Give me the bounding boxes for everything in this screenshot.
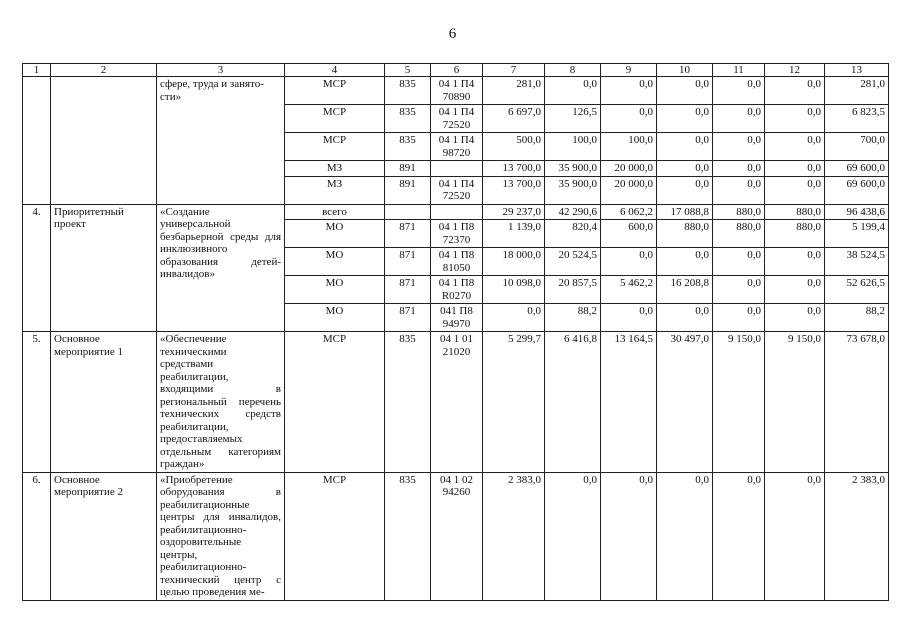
executor-cell: МО	[285, 248, 385, 276]
header-cell: 10	[657, 64, 713, 77]
header-cell: 2	[51, 64, 157, 77]
code-cell	[385, 204, 431, 220]
kbk-cell: 04 1 П8 81050	[431, 248, 483, 276]
executor-cell: МЗ	[285, 176, 385, 204]
code-cell: 891	[385, 176, 431, 204]
executor-cell: МСР	[285, 133, 385, 161]
value-cell: 2 383,0	[483, 472, 545, 600]
value-cell: 600,0	[601, 220, 657, 248]
value-cell: 20 524,5	[545, 248, 601, 276]
value-cell: 0,0	[601, 472, 657, 600]
value-cell: 6 823,5	[825, 105, 889, 133]
value-cell: 500,0	[483, 133, 545, 161]
value-cell: 0,0	[713, 161, 765, 177]
value-cell: 0,0	[657, 161, 713, 177]
value-cell: 0,0	[765, 77, 825, 105]
value-cell: 38 524,5	[825, 248, 889, 276]
table-row	[23, 204, 889, 220]
value-cell: 6 416,8	[545, 332, 601, 473]
value-cell: 0,0	[657, 472, 713, 600]
header-cell: 13	[825, 64, 889, 77]
value-cell: 73 678,0	[825, 332, 889, 473]
value-cell: 0,0	[765, 472, 825, 600]
code-cell: 835	[385, 77, 431, 105]
value-cell: 42 290,6	[545, 204, 601, 220]
code-cell: 871	[385, 220, 431, 248]
value-cell: 880,0	[765, 220, 825, 248]
name-cell	[51, 77, 157, 205]
value-cell: 5 462,2	[601, 276, 657, 304]
table-row	[23, 472, 889, 600]
executor-cell: МО	[285, 304, 385, 332]
value-cell: 6 697,0	[483, 105, 545, 133]
value-cell: 0,0	[765, 176, 825, 204]
value-cell: 0,0	[713, 472, 765, 600]
name-cell: Основное мероприятие 1	[51, 332, 157, 473]
value-cell: 0,0	[765, 248, 825, 276]
description-cell: «Создание универсальной безбарьерной среды для инклюзивного образования детей-инвалидов»	[157, 204, 285, 332]
code-cell: 891	[385, 161, 431, 177]
code-cell: 871	[385, 248, 431, 276]
header-cell: 4	[285, 64, 385, 77]
value-cell: 69 600,0	[825, 176, 889, 204]
value-cell: 20 000,0	[601, 161, 657, 177]
value-cell: 0,0	[545, 472, 601, 600]
value-cell: 0,0	[713, 105, 765, 133]
value-cell: 0,0	[657, 105, 713, 133]
kbk-cell: 04 1 П4 98720	[431, 133, 483, 161]
kbk-cell	[431, 161, 483, 177]
header-cell: 12	[765, 64, 825, 77]
kbk-cell: 04 1 П4 70890	[431, 77, 483, 105]
value-cell: 0,0	[601, 105, 657, 133]
name-cell: Основное мероприятие 2	[51, 472, 157, 600]
executor-cell: МЗ	[285, 161, 385, 177]
kbk-cell: 04 1 П8 72370	[431, 220, 483, 248]
page-number: 6	[448, 26, 457, 42]
value-cell: 0,0	[657, 77, 713, 105]
header-cell: 7	[483, 64, 545, 77]
value-cell: 69 600,0	[825, 161, 889, 177]
value-cell: 9 150,0	[765, 332, 825, 473]
value-cell: 0,0	[765, 304, 825, 332]
value-cell: 0,0	[657, 133, 713, 161]
header-cell: 1	[23, 64, 51, 77]
code-cell: 835	[385, 332, 431, 473]
kbk-cell: 04 1 П4 72520	[431, 176, 483, 204]
description-cell: «Обеспечение техническими средствами реабилитации, входящими в региональный перечень технических средств реабилитации, предоставляемых отдельным категориям граждан»	[157, 332, 285, 473]
value-cell: 0,0	[601, 77, 657, 105]
value-cell: 0,0	[765, 276, 825, 304]
number-cell: 4.	[23, 204, 51, 332]
name-cell: Приоритетный проект	[51, 204, 157, 332]
description-cell: «Приобретение оборудования в реабилитационные центры для инвалидов, реабилитационно-оздоровительные центры, реабилитационно-технический центр с целью проведения ме-	[157, 472, 285, 600]
header-cell: 6	[431, 64, 483, 77]
kbk-cell: 04 1 П4 72520	[431, 105, 483, 133]
kbk-cell: 04 1 01 21020	[431, 332, 483, 473]
value-cell: 1 139,0	[483, 220, 545, 248]
kbk-cell: 04 1 02 94260	[431, 472, 483, 600]
value-cell: 0,0	[601, 304, 657, 332]
value-cell: 0,0	[713, 304, 765, 332]
header-cell: 11	[713, 64, 765, 77]
value-cell: 100,0	[545, 133, 601, 161]
value-cell: 0,0	[765, 161, 825, 177]
value-cell: 0,0	[483, 304, 545, 332]
executor-cell: МСР	[285, 105, 385, 133]
value-cell: 35 900,0	[545, 176, 601, 204]
value-cell: 0,0	[713, 133, 765, 161]
value-cell: 16 208,8	[657, 276, 713, 304]
value-cell: 5 199,4	[825, 220, 889, 248]
value-cell: 13 164,5	[601, 332, 657, 473]
value-cell: 88,2	[545, 304, 601, 332]
value-cell: 281,0	[825, 77, 889, 105]
value-cell: 5 299,7	[483, 332, 545, 473]
number-cell	[23, 77, 51, 205]
header-cell: 3	[157, 64, 285, 77]
value-cell: 18 000,0	[483, 248, 545, 276]
kbk-cell: 041 П8 94970	[431, 304, 483, 332]
value-cell: 820,4	[545, 220, 601, 248]
value-cell: 35 900,0	[545, 161, 601, 177]
value-cell: 20 000,0	[601, 176, 657, 204]
executor-cell: МСР	[285, 472, 385, 600]
value-cell: 52 626,5	[825, 276, 889, 304]
value-cell: 700,0	[825, 133, 889, 161]
value-cell: 0,0	[765, 105, 825, 133]
value-cell: 88,2	[825, 304, 889, 332]
header-cell: 9	[601, 64, 657, 77]
value-cell: 880,0	[713, 220, 765, 248]
value-cell: 13 700,0	[483, 176, 545, 204]
value-cell: 10 098,0	[483, 276, 545, 304]
value-cell: 0,0	[765, 133, 825, 161]
executor-cell: МСР	[285, 77, 385, 105]
kbk-cell: 04 1 П8 R0270	[431, 276, 483, 304]
value-cell: 0,0	[545, 77, 601, 105]
value-cell: 126,5	[545, 105, 601, 133]
value-cell: 30 497,0	[657, 332, 713, 473]
value-cell: 9 150,0	[713, 332, 765, 473]
number-cell: 6.	[23, 472, 51, 600]
value-cell: 17 088,8	[657, 204, 713, 220]
header-cell: 8	[545, 64, 601, 77]
value-cell: 0,0	[657, 304, 713, 332]
header-cell: 5	[385, 64, 431, 77]
kbk-cell	[431, 204, 483, 220]
value-cell: 880,0	[657, 220, 713, 248]
value-cell: 0,0	[657, 176, 713, 204]
code-cell: 835	[385, 472, 431, 600]
number-cell: 5.	[23, 332, 51, 473]
value-cell: 0,0	[713, 276, 765, 304]
code-cell: 871	[385, 304, 431, 332]
value-cell: 0,0	[713, 77, 765, 105]
code-cell: 835	[385, 105, 431, 133]
budget-table	[22, 63, 889, 601]
value-cell: 0,0	[601, 248, 657, 276]
value-cell: 2 383,0	[825, 472, 889, 600]
value-cell: 20 857,5	[545, 276, 601, 304]
value-cell: 880,0	[765, 204, 825, 220]
executor-cell: МО	[285, 276, 385, 304]
value-cell: 96 438,6	[825, 204, 889, 220]
code-cell: 835	[385, 133, 431, 161]
value-cell: 0,0	[657, 248, 713, 276]
value-cell: 100,0	[601, 133, 657, 161]
executor-cell: МСР	[285, 332, 385, 473]
code-cell: 871	[385, 276, 431, 304]
value-cell: 880,0	[713, 204, 765, 220]
value-cell: 13 700,0	[483, 161, 545, 177]
executor-cell: МО	[285, 220, 385, 248]
table-row	[23, 77, 889, 105]
value-cell: 29 237,0	[483, 204, 545, 220]
value-cell: 281,0	[483, 77, 545, 105]
table-row	[23, 332, 889, 473]
value-cell: 0,0	[713, 248, 765, 276]
value-cell: 6 062,2	[601, 204, 657, 220]
value-cell: 0,0	[713, 176, 765, 204]
executor-cell: всего	[285, 204, 385, 220]
description-cell: сфере, труда и занято- сти»	[157, 77, 285, 205]
header-row	[23, 64, 889, 77]
